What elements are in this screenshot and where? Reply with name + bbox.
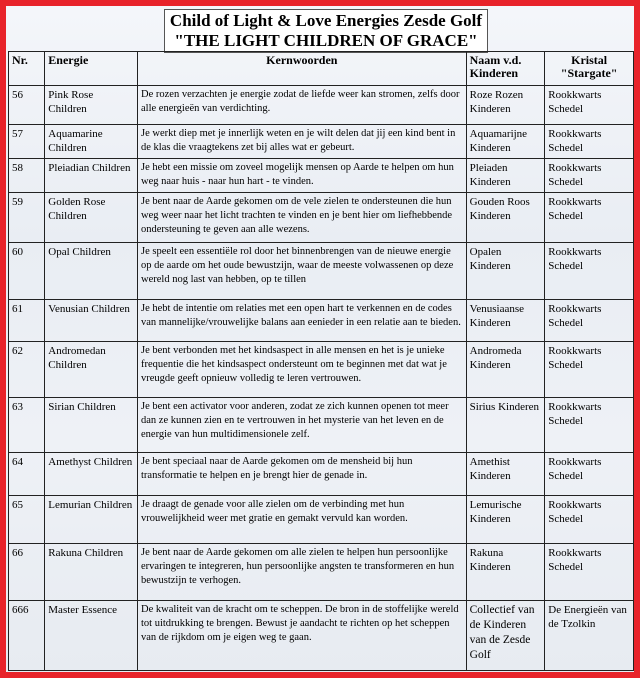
header-naam: Naam v.d. Kinderen: [466, 52, 545, 86]
cell-nr: 62: [9, 342, 45, 398]
cell-kristal: Rookkwarts Schedel: [545, 125, 634, 159]
cell-energie: Rakuna Children: [45, 544, 138, 601]
cell-nr: 64: [9, 453, 45, 496]
cell-nr: 66: [9, 544, 45, 601]
cell-energie: Pleiadian Children: [45, 159, 138, 193]
cell-kernwoorden: De kwaliteit van de kracht om te scheppen. De bron in de stoffelijke wereld tot uitdrukking te brengen. Bewust je aandacht te richten op het scheppen van de rijkdom om je eigen weg te gaan.: [138, 601, 467, 671]
cell-kristal: Rookkwarts Schedel: [545, 342, 634, 398]
cell-kristal: Rookkwarts Schedel: [545, 398, 634, 453]
energies-table: [8, 51, 634, 671]
table-header-row: [9, 52, 634, 86]
table-row: [9, 398, 634, 453]
cell-naam: Collectief van de Kinderen van de Zesde Golf: [466, 601, 545, 671]
cell-kristal: Rookkwarts Schedel: [545, 453, 634, 496]
cell-kristal: Rookkwarts Schedel: [545, 159, 634, 193]
cell-kernwoorden: Je bent verbonden met het kindsaspect in alle mensen en het is je unieke frequentie die het kindsaspect ondersteunt om te beginnen met dat wat je vreugde geeft opnieuw volledig te leren vertrouwen.: [138, 342, 467, 398]
cell-kristal: De Energieën van de Tzolkin: [545, 601, 634, 671]
cell-kristal: Rookkwarts Schedel: [545, 86, 634, 125]
cell-naam: Aquamarijne Kinderen: [466, 125, 545, 159]
table-row: [9, 159, 634, 193]
cell-energie: Andromedan Children: [45, 342, 138, 398]
cell-energie: Venusian Children: [45, 300, 138, 342]
cell-kristal: Rookkwarts Schedel: [545, 496, 634, 544]
table-row: [9, 453, 634, 496]
cell-naam: Opalen Kinderen: [466, 243, 545, 300]
table-row: [9, 544, 634, 601]
cell-kernwoorden: Je speelt een essentiële rol door het binnenbrengen van de nieuwe energie op de aarde om het oude bewustzijn, waar de meeste volwassenen op deze wereld nog last van hebben, op te tillen: [138, 243, 467, 300]
cell-nr: 60: [9, 243, 45, 300]
cell-kristal: Rookkwarts Schedel: [545, 544, 634, 601]
cell-naam: Venusiaanse Kinderen: [466, 300, 545, 342]
cell-nr: 59: [9, 193, 45, 243]
table-row: [9, 496, 634, 544]
table-row: [9, 86, 634, 125]
cell-kernwoorden: Je bent speciaal naar de Aarde gekomen om de mensheid bij hun transformatie te helpen en je brengt hier de genade in.: [138, 453, 467, 496]
cell-energie: Lemurian Children: [45, 496, 138, 544]
cell-kristal: Rookkwarts Schedel: [545, 300, 634, 342]
table-row: [9, 243, 634, 300]
cell-kristal: Rookkwarts Schedel: [545, 193, 634, 243]
cell-energie: Aquamarine Children: [45, 125, 138, 159]
cell-naam: Roze Rozen Kinderen: [466, 86, 545, 125]
cell-kernwoorden: Je draagt de genade voor alle zielen om de verbinding met hun vrouwelijkheid weer met gratie en gemakt vervuld kan worden.: [138, 496, 467, 544]
cell-naam: Andromeda Kinderen: [466, 342, 545, 398]
table-row: [9, 601, 634, 671]
cell-naam: Lemurische Kinderen: [466, 496, 545, 544]
cell-energie: Amethyst Children: [45, 453, 138, 496]
header-kernwoorden: Kernwoorden: [138, 52, 467, 86]
title-box: [164, 9, 488, 53]
header-nr: Nr.: [9, 52, 45, 86]
cell-naam: Pleiaden Kinderen: [466, 159, 545, 193]
cell-naam: Rakuna Kinderen: [466, 544, 545, 601]
cell-kernwoorden: Je werkt diep met je innerlijk weten en je wilt delen dat jij een kind bent in de klas die vraagtekens zet bij alles wat er gebeurt.: [138, 125, 467, 159]
title-line-1: Child of Light & Love Energies Zesde Golf: [169, 11, 483, 30]
cell-nr: 65: [9, 496, 45, 544]
cell-kernwoorden: Je hebt de intentie om relaties met een open hart te verkennen en de codes van mannelijke/vrouwelijke balans aan eenieder in een relatie aan te bieden.: [138, 300, 467, 342]
cell-kristal: Rookkwarts Schedel: [545, 243, 634, 300]
cell-kernwoorden: Je bent een activator voor anderen, zodat ze zich kunnen openen tot meer dan ze kunnen zien en te vertrouwen in het mysterie van het leven en de energie van hun multidimensionele zelf.: [138, 398, 467, 453]
cell-naam: Amethist Kinderen: [466, 453, 545, 496]
header-energie: Energie: [45, 52, 138, 86]
cell-kernwoorden: De rozen verzachten je energie zodat de liefde weer kan stromen, zelfs door alle energieën van verdichting.: [138, 86, 467, 125]
cell-nr: 61: [9, 300, 45, 342]
cell-nr: 58: [9, 159, 45, 193]
table-row: [9, 125, 634, 159]
cell-naam: Gouden Roos Kinderen: [466, 193, 545, 243]
cell-energie: Golden Rose Children: [45, 193, 138, 243]
title-line-2: "THE LIGHT CHILDREN OF GRACE": [174, 31, 478, 50]
cell-kernwoorden: Je hebt een missie om zoveel mogelijk mensen op Aarde te helpen om hun weg naar huis - naar hun hart - te vinden.: [138, 159, 467, 193]
cell-energie: Pink Rose Children: [45, 86, 138, 125]
cell-energie: Master Essence: [45, 601, 138, 671]
cell-naam: Sirius Kinderen: [466, 398, 545, 453]
cell-nr: 57: [9, 125, 45, 159]
header-kristal: Kristal "Stargate": [545, 52, 634, 86]
table-row: [9, 193, 634, 243]
cell-kernwoorden: Je bent naar de Aarde gekomen om alle zielen te helpen hun persoonlijke ervaringen te integreren, hun persoonlijke angsten te transformeren en hun bewustzijn te verhogen.: [138, 544, 467, 601]
cell-energie: Sirian Children: [45, 398, 138, 453]
table-row: [9, 342, 634, 398]
cell-nr: 63: [9, 398, 45, 453]
cell-energie: Opal Children: [45, 243, 138, 300]
cell-kernwoorden: Je bent naar de Aarde gekomen om de vele zielen te ondersteunen die hun weg weer naar het licht trachten te vinden en je bent hier om liefhebbende ondersteuning te geven aan alle wezens.: [138, 193, 467, 243]
cell-nr: 56: [9, 86, 45, 125]
table-row: [9, 300, 634, 342]
cell-nr: 666: [9, 601, 45, 671]
